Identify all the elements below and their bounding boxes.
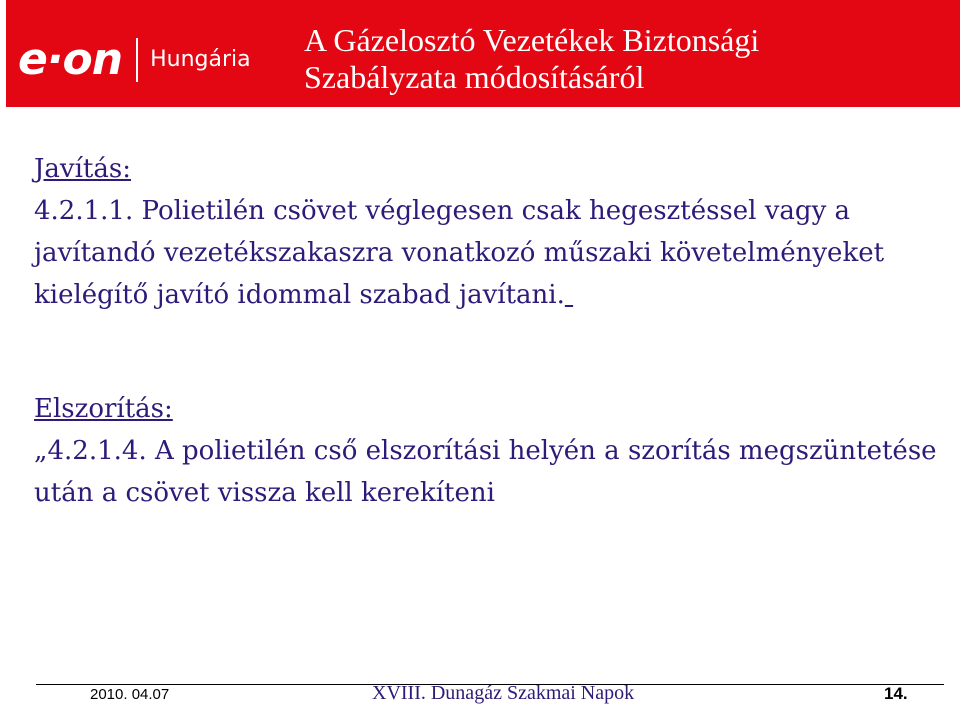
- logo-country: Hungária: [150, 47, 251, 72]
- header-banner: [6, 0, 960, 107]
- logo-divider: [136, 38, 138, 82]
- section2-text: 4.2.1.4. A polietilén cső elszorítási helyén a szorítás megszüntetése után a csövet vissza kell kerekíteni: [34, 436, 937, 508]
- section1-body: [34, 190, 944, 316]
- footer-page-number: 14.: [884, 684, 908, 703]
- logo-mark: e·on: [18, 34, 123, 85]
- section1-trailing: [565, 280, 573, 310]
- section2-body: [34, 430, 944, 514]
- page-title: [304, 22, 960, 96]
- title-line-2: Szabályzata módosításáról: [304, 59, 645, 95]
- section1-heading: Javítás:: [34, 154, 131, 184]
- section1-number: 4.2.1.1.: [34, 196, 134, 226]
- title-line-1: A Gázelosztó Vezetékek Biztonsági: [304, 22, 760, 58]
- section2-quote: „: [34, 436, 48, 466]
- section2-heading: Elszorítás:: [34, 394, 173, 424]
- slide-content: [34, 148, 944, 514]
- section1-text: Polietilén csövet véglegesen csak hegesztéssel vagy a javítandó vezetékszakaszra vonatkozó műszaki követelményeket kielégítő javító idommal szabad javítani.: [34, 196, 885, 310]
- eon-logo: [18, 35, 298, 85]
- footer-event: XVIII. Dunagáz Szakmai Napok: [372, 682, 635, 704]
- section-gap: [34, 316, 944, 388]
- footer-date: 2010. 04.07: [90, 686, 170, 703]
